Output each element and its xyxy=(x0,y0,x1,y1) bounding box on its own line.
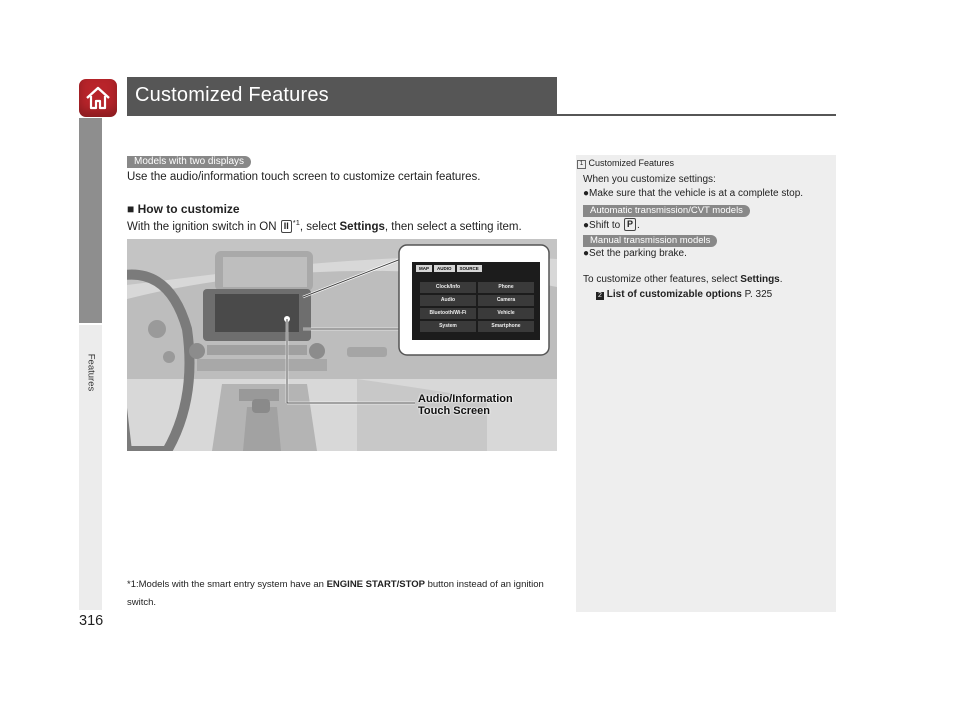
side-tab-marker xyxy=(79,118,102,323)
settings-term: Settings xyxy=(339,220,385,233)
sidebar-bullet xyxy=(583,218,640,231)
footnote-text: button instead of an ignition switch. xyxy=(127,579,544,608)
settings-button-grid xyxy=(420,282,532,332)
bullet-icon: ● xyxy=(583,248,590,259)
screen-button-system[interactable]: System xyxy=(420,321,476,332)
sidebar-intro: When you customize settings: xyxy=(583,174,716,185)
link-arrow-icon: 2 xyxy=(596,292,604,300)
sidebar-bullet xyxy=(583,248,687,259)
title-rule xyxy=(127,114,836,116)
screen-button-smartphone[interactable]: Smartphone xyxy=(478,321,534,332)
screen-tab-row xyxy=(416,265,482,272)
sidebar-other-features xyxy=(583,274,783,285)
bullet-text: Set the parking brake. xyxy=(589,248,687,259)
section-ref-icon: 1 xyxy=(577,160,586,169)
sidebar-bullet xyxy=(583,188,803,199)
home-icon xyxy=(84,84,112,112)
callout-line: Touch Screen xyxy=(418,405,490,417)
heading-marker: ■ xyxy=(127,202,135,216)
other-text: To customize other features, select xyxy=(583,274,741,285)
ignition-key-symbol: II xyxy=(281,220,292,233)
bullet-text: Make sure that the vehicle is at a complete stop. xyxy=(589,188,804,199)
footnote xyxy=(127,576,557,612)
callout-line: Audio/Information xyxy=(418,393,513,405)
screen-button-vehicle[interactable]: Vehicle xyxy=(478,308,534,319)
page-title: Customized Features xyxy=(135,84,329,106)
bullet-icon: ● xyxy=(583,188,590,199)
page-number: 316 xyxy=(79,613,104,629)
sidebar-title-text: Customized Features xyxy=(588,158,675,168)
intro-text: Use the audio/information touch screen to customize certain features. xyxy=(127,171,481,183)
park-key-symbol: P xyxy=(624,218,636,231)
instruction-part: , select xyxy=(299,220,340,233)
page-title-bar xyxy=(127,77,557,114)
sidebar-title xyxy=(577,158,674,169)
bullet-text: . xyxy=(636,220,640,231)
sidebar-panel xyxy=(576,155,836,612)
screen-tab[interactable]: MAP xyxy=(416,265,432,272)
link-page[interactable]: P. 325 xyxy=(744,289,773,300)
settings-term: Settings xyxy=(740,274,780,285)
side-tab-text: Features xyxy=(85,353,97,392)
other-text: . xyxy=(779,274,783,285)
how-to-instruction xyxy=(127,218,522,233)
link-text[interactable]: List of customizable options xyxy=(606,289,742,300)
instruction-part: With the ignition switch in ON xyxy=(127,220,280,233)
callout-label xyxy=(418,393,513,417)
how-to-heading-text: How to customize xyxy=(137,202,240,216)
auto-transmission-badge: Automatic transmission/CVT models xyxy=(583,205,750,217)
footnote-text: *1:Models with the smart entry system have an xyxy=(127,579,327,590)
side-tab-label xyxy=(79,345,102,405)
screen-button-phone[interactable]: Phone xyxy=(478,282,534,293)
how-to-heading xyxy=(127,202,240,216)
bullet-icon: ● xyxy=(583,220,590,231)
models-badge: Models with two displays xyxy=(127,156,251,168)
screen-button-clock-info[interactable]: Clock/Info xyxy=(420,282,476,293)
screen-button-bluetooth[interactable]: Bluetooth/Wi-Fi xyxy=(420,308,476,319)
instruction-part: , then select a setting item. xyxy=(384,220,522,233)
screen-tab[interactable]: AUDIO xyxy=(434,265,455,272)
touch-screen-inset xyxy=(412,262,540,340)
footnote-ref: *1 xyxy=(292,218,300,227)
screen-button-camera[interactable]: Camera xyxy=(478,295,534,306)
home-button[interactable] xyxy=(79,79,117,117)
screen-button-audio[interactable]: Audio xyxy=(420,295,476,306)
screen-tab[interactable]: SOURCE xyxy=(457,265,482,272)
customizable-options-link[interactable] xyxy=(596,289,772,300)
bullet-text: Shift to xyxy=(589,220,623,231)
footnote-bold: ENGINE START/STOP xyxy=(326,579,425,590)
manual-transmission-badge: Manual transmission models xyxy=(583,235,717,247)
